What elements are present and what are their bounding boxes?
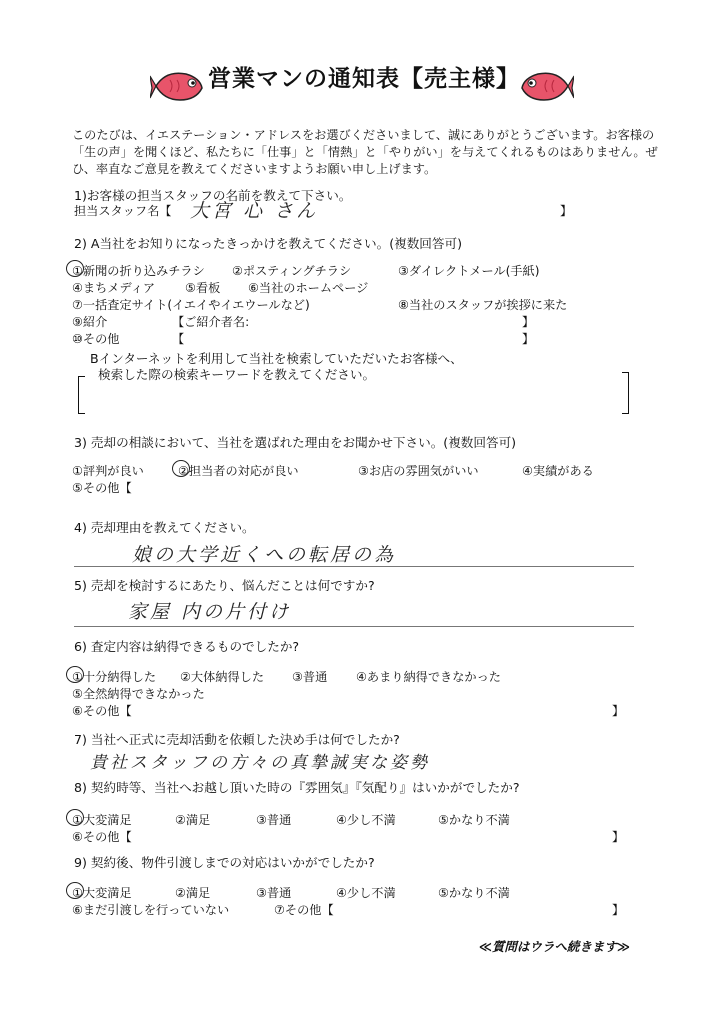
q5-answer-line [74,626,634,627]
q1-close: 】 [560,204,573,218]
q8-question: 8) 契約時等、当社へお越し頂いた時の『雰囲気』『気配り』はいかがでしたか? [74,780,520,795]
q2-keyword-bracket-right[interactable] [622,372,629,414]
q8-option-1-circle [66,809,84,826]
q3-option-1[interactable]: ①評判が良い [72,464,144,478]
q2-keyword-bracket-left[interactable] [78,376,85,414]
q6-option-5[interactable]: ⑤全然納得できなかった [72,687,205,701]
q3-option-2[interactable]: ②担当者の対応が良い [178,464,299,478]
q2-option-1-circle [66,260,84,277]
q5-answer[interactable]: 家屋 内の片付け [128,601,292,623]
q2-question: 2) A当社をお知りになったきっかけを教えてください。(複数回答可) [74,236,462,251]
q2-option-7[interactable]: ⑦一括査定サイト(イエイやイエウールなど) [72,298,310,312]
q3-option-4[interactable]: ④実績がある [522,464,594,478]
q2-option-3[interactable]: ③ダイレクトメール(手紙) [398,264,540,278]
q2-other-open: 【 [172,332,185,346]
q6-option-1-circle [66,666,84,683]
q8-option-4[interactable]: ④少し不満 [336,813,396,827]
q2-other-close: 】 [522,332,535,346]
q1-question: 1)お客様の担当スタッフの名前を教えて下さい。 [74,188,352,203]
q8-option-2[interactable]: ②満足 [175,813,211,827]
q9-option-6[interactable]: ⑥まだ引渡しを行っていない [72,903,230,917]
q2-option-8[interactable]: ⑧当社のスタッフが挨拶に来た [398,298,568,312]
q8-option-5[interactable]: ⑤かなり不満 [438,813,510,827]
q4-answer-line [74,566,634,567]
q1-answer[interactable]: 大宮 心 さん [190,200,319,222]
q2-option-6[interactable]: ⑥当社のホームページ [248,281,369,295]
q9-option-5[interactable]: ⑤かなり不満 [438,886,510,900]
q2-b-line1: Bインターネットを利用して当社を検索していただいたお客様へ、 [90,351,463,366]
q6-close: 】 [612,704,625,718]
q2-option-10[interactable]: ⑩その他 [72,332,120,346]
q2-b-line2: 検索した際の検索キーワードを教えてください。 [98,367,376,382]
page-title: 営業マンの通知表【売主様】 [208,66,520,92]
q9-option-4[interactable]: ④少し不満 [336,886,396,900]
q8-option-3[interactable]: ③普通 [256,813,292,827]
q4-answer[interactable]: 娘の大学近くへの転居の為 [132,544,397,566]
q1-label: 担当スタッフ名【 [74,204,172,218]
q3-question: 3) 売却の相談において、当社を選ばれた理由をお聞かせ下さい。(複数回答可) [74,435,517,450]
q2-referrer-close: 】 [522,315,535,329]
fish-right-icon [518,66,574,106]
q9-option-7[interactable]: ⑦その他【 [274,903,334,917]
q3-option-5[interactable]: ⑤その他【 [72,481,132,495]
q5-question: 5) 売却を検討するにあたり、悩んだことは何ですか? [74,578,375,593]
q3-option-2-circle [172,460,190,477]
q2-option-2[interactable]: ②ポスティングチラシ [232,264,352,278]
q7-answer[interactable]: 貴社スタッフの方々の真摯誠実な姿勢 [90,753,430,773]
q8-close: 】 [612,830,625,844]
q9-close: 】 [612,903,625,917]
q9-option-2[interactable]: ②満足 [175,886,211,900]
q2-option-4[interactable]: ④まちメディア [72,281,156,295]
q6-option-1[interactable]: ①十分納得した [72,670,157,684]
q7-question: 7) 当社へ正式に売却活動を依頼した決め手は何でしたか? [74,732,400,747]
q8-option-6[interactable]: ⑥その他【 [72,830,132,844]
fish-left-icon [150,66,206,106]
q2-option-1[interactable]: ①新聞の折り込みチラシ [72,264,205,278]
q4-question: 4) 売却理由を教えてください。 [74,520,255,535]
q8-option-1[interactable]: ①大変満足 [72,813,132,827]
q9-option-3[interactable]: ③普通 [256,886,292,900]
q6-option-3[interactable]: ③普通 [292,670,328,684]
q2-option-9[interactable]: ⑨紹介 [72,315,108,329]
q9-question: 9) 契約後、物件引渡しまでの対応はいかがでしたか? [74,855,375,870]
q2-option-5[interactable]: ⑤看板 [185,281,221,295]
q6-option-6[interactable]: ⑥その他【 [72,704,132,718]
footer-note: ≪質問はウラへ続きます≫ [478,939,630,954]
q3-option-3[interactable]: ③お店の雰囲気がいい [358,464,479,478]
q6-question: 6) 査定内容は納得できるものでしたか? [74,639,300,654]
q9-option-1-circle [66,882,84,899]
intro-text: このたびは、イエステーション・アドレスをお選びくださいまして、誠にありがとうございます。お客様の「生の声」を聞くほど、私たちに「仕事」と「情熱」と「やりがい」を与えてくれるものはありません。ぜひ、率直なご意見を教えてくださいますようお願い申し上げます。 [72,128,658,176]
q6-option-4[interactable]: ④あまり納得できなかった [356,670,501,684]
q9-option-1[interactable]: ①大変満足 [72,886,132,900]
q6-option-2[interactable]: ②大体納得した [180,670,265,684]
q2-referrer-label: 【ご紹介者名: [172,315,250,329]
